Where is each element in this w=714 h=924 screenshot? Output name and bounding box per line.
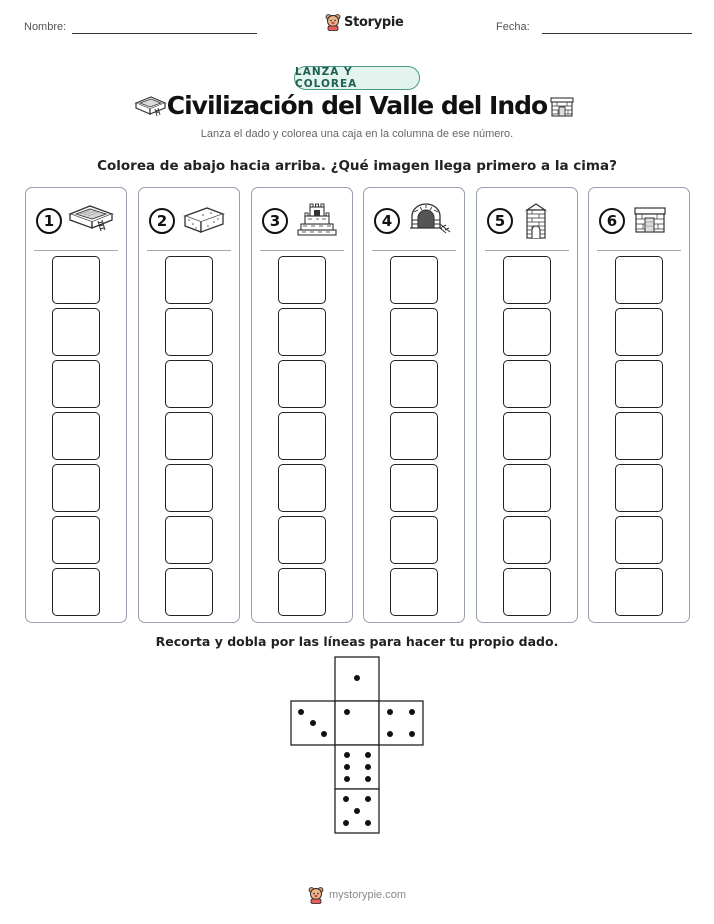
dice-face-4 xyxy=(379,701,423,745)
color-box[interactable] xyxy=(165,308,213,356)
granary-tower-icon xyxy=(519,202,565,240)
subtitle: Lanza el dado y colorea una caja en la columna de ese número. xyxy=(200,128,514,140)
color-box[interactable] xyxy=(390,412,438,460)
column-number: 2 xyxy=(149,208,175,234)
color-box[interactable] xyxy=(278,516,326,564)
color-box[interactable] xyxy=(503,568,551,616)
dice-net xyxy=(290,656,426,836)
color-box[interactable] xyxy=(52,412,100,460)
color-box[interactable] xyxy=(503,256,551,304)
color-box[interactable] xyxy=(503,360,551,408)
color-box[interactable] xyxy=(278,568,326,616)
color-box[interactable] xyxy=(278,360,326,408)
column-divider xyxy=(485,250,569,251)
column-number: 5 xyxy=(487,208,513,234)
column-4 xyxy=(363,187,465,623)
column-number: 4 xyxy=(374,208,400,234)
color-box[interactable] xyxy=(165,256,213,304)
color-box[interactable] xyxy=(165,568,213,616)
date-line xyxy=(542,33,692,34)
color-box[interactable] xyxy=(165,516,213,564)
column-header xyxy=(139,188,239,250)
brand-name: Storypie xyxy=(344,14,404,30)
color-box[interactable] xyxy=(390,568,438,616)
color-box[interactable] xyxy=(52,256,100,304)
page-title: Civilización del Valle del Indo xyxy=(166,91,548,120)
footer xyxy=(308,886,406,904)
color-box[interactable] xyxy=(503,412,551,460)
name-line xyxy=(72,33,257,34)
color-box[interactable] xyxy=(615,360,663,408)
color-box[interactable] xyxy=(52,308,100,356)
house-icon xyxy=(631,202,677,236)
bear-mascot-icon xyxy=(308,886,324,904)
brand-logo xyxy=(325,13,404,31)
color-box[interactable] xyxy=(615,412,663,460)
instructions: Colorea de abajo hacia arriba. ¿Qué imagen llega primero a la cima? xyxy=(97,158,617,174)
name-label: Nombre: xyxy=(24,21,67,33)
color-box[interactable] xyxy=(503,516,551,564)
color-box[interactable] xyxy=(390,308,438,356)
bear-mascot-icon xyxy=(325,13,341,31)
column-5 xyxy=(476,187,578,623)
column-6 xyxy=(588,187,690,623)
well-icon xyxy=(406,202,452,236)
color-box[interactable] xyxy=(52,464,100,512)
color-box[interactable] xyxy=(165,412,213,460)
cut-instructions: Recorta y dobla por las líneas para hacer tu propio dado. xyxy=(155,634,559,649)
column-2 xyxy=(138,187,240,623)
footer-url: mystorypie.com xyxy=(329,889,407,901)
column-header xyxy=(252,188,352,250)
column-divider xyxy=(34,250,118,251)
dice-face-6 xyxy=(335,745,379,789)
column-1 xyxy=(25,187,127,623)
color-box[interactable] xyxy=(615,256,663,304)
column-divider xyxy=(260,250,344,251)
color-box[interactable] xyxy=(390,516,438,564)
color-box[interactable] xyxy=(390,464,438,512)
color-box[interactable] xyxy=(615,464,663,512)
citadel-icon xyxy=(294,202,340,238)
color-box[interactable] xyxy=(165,360,213,408)
column-3 xyxy=(251,187,353,623)
color-box[interactable] xyxy=(615,516,663,564)
color-box[interactable] xyxy=(278,256,326,304)
color-box[interactable] xyxy=(390,360,438,408)
house-title-icon xyxy=(549,96,575,118)
column-divider xyxy=(597,250,681,251)
color-box[interactable] xyxy=(503,308,551,356)
column-header xyxy=(364,188,464,250)
color-box[interactable] xyxy=(503,464,551,512)
column-header xyxy=(26,188,126,250)
great-bath-icon xyxy=(68,202,114,236)
date-label: Fecha: xyxy=(496,21,530,33)
column-number: 6 xyxy=(599,208,625,234)
brick-icon xyxy=(181,202,227,236)
color-box[interactable] xyxy=(615,308,663,356)
column-header xyxy=(589,188,689,250)
color-box[interactable] xyxy=(278,412,326,460)
color-box[interactable] xyxy=(52,568,100,616)
activity-badge: LANZA Y COLOREA xyxy=(294,66,420,90)
column-number: 1 xyxy=(36,208,62,234)
color-box[interactable] xyxy=(615,568,663,616)
column-divider xyxy=(147,250,231,251)
column-number: 3 xyxy=(262,208,288,234)
column-header xyxy=(477,188,577,250)
dice-face-1-center xyxy=(335,701,379,745)
color-box[interactable] xyxy=(52,360,100,408)
color-box[interactable] xyxy=(165,464,213,512)
color-box[interactable] xyxy=(390,256,438,304)
color-box[interactable] xyxy=(278,308,326,356)
color-box[interactable] xyxy=(52,516,100,564)
column-divider xyxy=(372,250,456,251)
color-box[interactable] xyxy=(278,464,326,512)
